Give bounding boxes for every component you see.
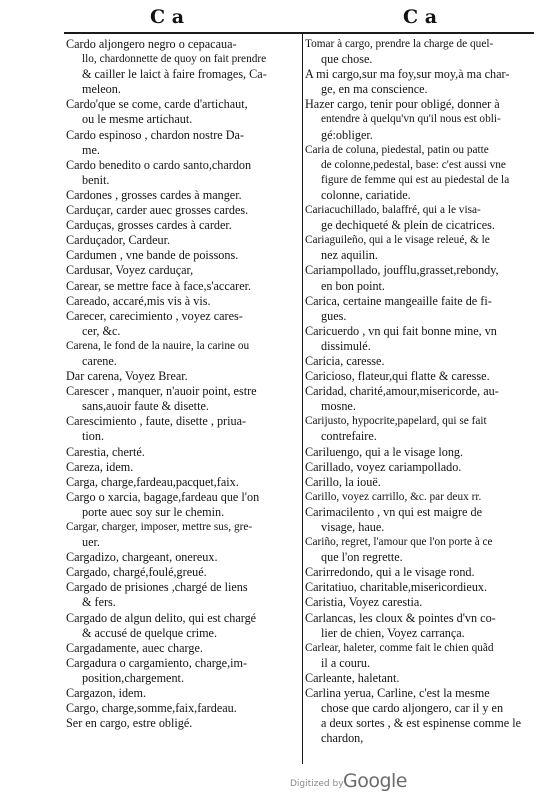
entry-headword-line: Carijusto, hypocrite,papelard, qui se fait	[305, 415, 487, 428]
entry-continuation-line: que chose.	[321, 52, 373, 67]
entry-headword-line: Caritatiuo, charitable,misericordieux.	[305, 580, 488, 595]
entry-headword-line: Carduçador, Cardeur.	[66, 233, 171, 248]
entry-headword-line: Cargado de prisiones ,chargé de liens	[66, 580, 248, 595]
dictionary-entry	[66, 248, 298, 263]
dictionary-entry	[66, 445, 298, 460]
entry-headword-line: Carescer , manquer, n'auoir point, estre	[66, 384, 257, 399]
dictionary-entry	[305, 354, 537, 369]
entry-continuation-line: ge dechiqueté & plein de cicatrices.	[321, 218, 495, 233]
dictionary-entry	[305, 414, 537, 444]
entry-headword-line: Cargazon, idem.	[66, 686, 146, 701]
entry-headword-line: Hazer cargo, tenir pour obligé, donner à	[305, 97, 500, 112]
entry-headword-line: Cardo aljongero negro o cepacaua-	[66, 37, 237, 51]
dictionary-entry	[305, 611, 537, 641]
dictionary-entry	[66, 686, 298, 701]
entry-headword-line: Dar carena, Voyez Brear.	[66, 369, 188, 384]
entry-headword-line: Carduçar, carder auec grosses cardes.	[66, 203, 249, 218]
dictionary-entry	[305, 263, 537, 293]
entry-continuation-line: nez aquilin.	[321, 248, 378, 263]
entry-continuation-line: position,chargement.	[82, 670, 184, 685]
entry-headword-line: Cardones , grosses cardes à manger.	[66, 187, 242, 202]
dictionary-entry	[66, 188, 298, 203]
dictionary-entry	[305, 203, 537, 233]
dictionary-entry	[66, 97, 298, 127]
right-running-title: C a	[403, 6, 438, 28]
dictionary-entry	[305, 369, 537, 384]
dictionary-entry	[305, 671, 537, 686]
entry-continuation-line: que l'on regrette.	[321, 550, 403, 565]
dictionary-entry	[305, 686, 537, 746]
dictionary-entry	[305, 384, 537, 414]
entry-headword-line: Carescimiento , faute, disette , priua-	[66, 414, 247, 429]
dictionary-entry	[305, 580, 537, 595]
entry-continuation-line: chardon,	[321, 731, 364, 746]
entry-headword-line: Carduças, grosses cardes à carder.	[66, 218, 232, 233]
entry-continuation-line: a deux sortes , & est espinense comme le	[321, 716, 522, 731]
entry-headword-line: Carena, le fond de la nauire, la carine ou	[66, 339, 250, 352]
dictionary-entry	[305, 490, 537, 505]
entry-headword-line: Carleante, haletant.	[305, 670, 400, 685]
dictionary-entry	[305, 641, 537, 671]
entry-continuation-line: sans,auoir faute & disette.	[82, 399, 209, 414]
dictionary-entry	[305, 294, 537, 324]
entry-continuation-line: mosne.	[321, 399, 356, 414]
right-column	[305, 37, 537, 746]
left-running-title: C a	[150, 6, 185, 28]
entry-headword-line: Carillo, la iouë.	[305, 474, 381, 489]
entry-continuation-line: de colonne,pedestal, base: c'est aussi vne	[321, 158, 506, 171]
entry-continuation-line: carene.	[82, 353, 117, 368]
dictionary-entry	[305, 324, 537, 354]
dictionary-entry	[305, 233, 537, 263]
entry-headword-line: Cardo benedito o cardo santo,chardon	[66, 157, 252, 172]
entry-continuation-line: dissimulé.	[321, 338, 371, 353]
left-column	[66, 37, 298, 731]
dictionary-entry	[66, 369, 298, 384]
footer-watermark	[290, 770, 420, 797]
dictionary-entry	[66, 384, 298, 414]
entry-continuation-line: uer.	[82, 535, 100, 550]
entry-headword-line: Cargo o xarcia, bagage,fardeau que l'on	[66, 489, 260, 504]
dictionary-entry	[305, 535, 537, 565]
dictionary-entry	[66, 279, 298, 294]
dictionary-entry	[305, 37, 537, 67]
entry-continuation-line: contrefaire.	[321, 429, 377, 444]
entry-continuation-line: ge, en ma conscience.	[321, 82, 428, 97]
entry-headword-line: Ser en cargo, estre obligé.	[66, 716, 193, 731]
entry-headword-line: Cariciosо, flateur,qui flatte & caresse.	[305, 369, 490, 384]
entry-headword-line: Carecer, carecimiento , voyez cares-	[66, 308, 243, 323]
dictionary-entry	[66, 339, 298, 369]
entry-headword-line: Cargadura o cargamiento, charge,im-	[66, 655, 248, 670]
entry-headword-line: Carimacilento , vn qui est maigre de	[305, 504, 483, 519]
column-divider	[302, 34, 303, 764]
entry-headword-line: Carillo, voyez carrillo, &c. par deux rr.	[305, 490, 482, 503]
dictionary-entry	[66, 580, 298, 610]
dictionary-entry	[305, 565, 537, 580]
entry-headword-line: Carlancas, les cloux & pointes d'vn co-	[305, 610, 496, 625]
entry-headword-line: Carlina yerua, Carline, c'est la mesme	[305, 686, 490, 701]
dictionary-entry	[66, 656, 298, 686]
dictionary-entry	[66, 414, 298, 444]
dictionary-entry	[66, 565, 298, 580]
entry-continuation-line: il a couru.	[321, 655, 371, 670]
entry-headword-line: Carirredondo, qui a le visage rond.	[305, 565, 475, 580]
digitized-by-text: Digitized by	[290, 779, 344, 789]
dictionary-entry	[305, 475, 537, 490]
entry-headword-line: Cariluengo, qui a le visage long.	[305, 444, 464, 459]
entry-continuation-line: figure de femme qui est au piedestal de la	[321, 173, 510, 186]
dictionary-entry	[66, 460, 298, 475]
entry-headword-line: Cardumen , vne bande de poissons.	[66, 248, 239, 263]
dictionary-entry	[66, 37, 298, 97]
dictionary-entry	[305, 445, 537, 460]
entry-headword-line: Tomar à cargo, prendre la charge de quel-	[305, 38, 494, 50]
entry-continuation-line: chose que cardo aljongero, car il y en	[321, 701, 504, 716]
entry-continuation-line: & fers.	[82, 595, 116, 610]
entry-headword-line: Cariaguileño, qui a le visage releué, & le	[305, 234, 490, 247]
entry-headword-line: Cargadamente, auec charge.	[66, 640, 203, 655]
entry-headword-line: A mi cargo,sur ma foy,sur moy,à ma char-	[305, 67, 510, 82]
entry-headword-line: Caricia, caresse.	[305, 353, 385, 368]
entry-continuation-line: benit.	[82, 172, 110, 187]
entry-continuation-line: visage, haue.	[321, 520, 385, 534]
entry-headword-line: Cargadizo, chargeant, onereux.	[66, 550, 218, 565]
entry-headword-line: Careza, idem.	[66, 459, 134, 474]
dictionary-entry	[66, 520, 298, 550]
entry-headword-line: Cargo, charge,somme,faix,fardeau.	[66, 701, 237, 716]
entry-headword-line: Cardo'que se come, carde d'artichaut,	[66, 97, 248, 112]
dictionary-entry	[305, 67, 537, 97]
entry-headword-line: Cardusar, Voyez carduçar,	[66, 263, 194, 278]
dictionary-entry	[66, 263, 298, 278]
entry-continuation-line: & accusé de quelque crime.	[82, 625, 218, 640]
entry-continuation-line: meleon.	[82, 82, 121, 97]
dictionary-entry	[66, 203, 298, 218]
dictionary-entry	[66, 218, 298, 233]
entry-headword-line: Cargar, charger, imposer, mettre sus, gre-	[66, 521, 253, 533]
entry-headword-line: Carillado, voyez cariampollado.	[305, 459, 462, 474]
entry-headword-line: Caristia, Voyez carestia.	[305, 595, 423, 610]
dictionary-entry	[305, 143, 537, 203]
dictionary-entry	[305, 595, 537, 610]
dictionary-entry	[66, 490, 298, 520]
dictionary-entry	[66, 611, 298, 641]
entry-continuation-line: colonne, cariatide.	[321, 187, 411, 202]
entry-headword-line: Cargado, chargé,foulé,greué.	[66, 565, 207, 580]
entry-continuation-line: & cailler le laict à faire fromages, Ca-	[82, 67, 267, 82]
entry-continuation-line: cer, &c.	[82, 323, 121, 338]
entry-headword-line: Careado, accaré,mis vis à vis.	[66, 293, 211, 308]
entry-headword-line: Cardo espinoso , chardon nostre Da-	[66, 127, 245, 142]
running-header	[0, 4, 557, 30]
dictionary-entry	[66, 128, 298, 158]
entry-continuation-line: tion.	[82, 429, 105, 444]
dictionary-entry	[66, 294, 298, 309]
dictionary-entry	[66, 309, 298, 339]
entry-headword-line: Cariampollado, joufflu,grasset,rebondy,	[305, 263, 499, 278]
dictionary-entry	[66, 158, 298, 188]
dictionary-entry	[66, 641, 298, 656]
entry-continuation-line: llo, chardonnette de quoy on fait prendre	[82, 53, 267, 66]
entry-headword-line: Caria de coluna, piedestal, patin ou patte	[305, 143, 489, 156]
entry-headword-line: Carlear, haleter, comme fait le chien quãd	[305, 641, 494, 654]
dictionary-entry	[305, 505, 537, 535]
dictionary-entry	[305, 460, 537, 475]
dictionary-entry	[66, 475, 298, 490]
dictionary-entry	[66, 716, 298, 731]
entry-continuation-line: gues.	[321, 308, 347, 323]
entry-headword-line: Carica, certaine mangeaille faite de fi-	[305, 293, 492, 308]
header-rule	[64, 32, 534, 34]
entry-continuation-line: gé:obliger.	[321, 127, 373, 142]
entry-headword-line: Cariño, regret, l'amour que l'on porte à ce	[305, 536, 493, 549]
entry-headword-line: Caridad, charité,amour,misericorde, au-	[305, 384, 499, 399]
entry-headword-line: Carestia, cherté.	[66, 444, 145, 459]
entry-continuation-line: en bon point.	[321, 278, 385, 293]
dictionary-entry	[66, 550, 298, 565]
entry-headword-line: Caricuerdo , vn qui fait bonne mine, vn	[305, 323, 497, 338]
entry-continuation-line: entendre à quelqu'vn qu'il nous est obli-	[321, 113, 501, 126]
entry-continuation-line: lier de chien, Voyez carrança.	[321, 625, 465, 640]
dictionary-entry	[66, 701, 298, 716]
entry-headword-line: Cargado de algun delito, qui est chargé	[66, 610, 257, 625]
entry-continuation-line: porte auec soy sur le chemin.	[82, 504, 225, 519]
entry-continuation-line: me.	[82, 142, 100, 157]
entry-headword-line: Cariacuchillado, balaffré, qui a le visa-	[305, 204, 481, 217]
dictionary-entry	[66, 233, 298, 248]
google-logo: Google	[343, 770, 408, 792]
entry-headword-line: Carear, se mettre face à face,s'accarer.	[66, 278, 252, 293]
entry-headword-line: Carga, charge,fardeau,pacquet,faix.	[66, 474, 239, 489]
dictionary-entry	[305, 97, 537, 142]
entry-continuation-line: ou le mesme artichaut.	[82, 112, 193, 127]
